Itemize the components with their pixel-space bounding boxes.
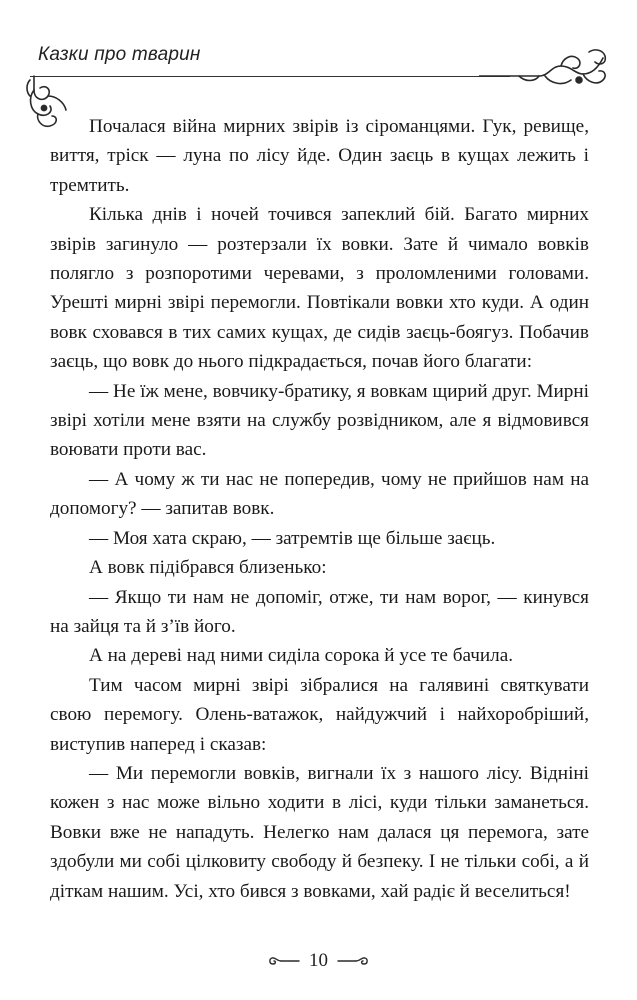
story-text [50, 112, 589, 906]
running-title: Казки про тварин [38, 44, 201, 65]
swirl-ornament-icon [267, 955, 301, 967]
page-header [0, 0, 637, 130]
paragraph: — Ми перемогли вовків, вигнали їх з нашого лісу. Відніні кожен з нас може вільно ходити в лісі, куди тільки заманеться. Вовки вже не нападуть. Нелегко нам далася ця перемога, зате здобули ми собі цілковиту свободу й безпеку. І не тільки собі, а й діткам нашим. Усі, хто бився з вовками, хай радіє й веселиться! [50, 762, 589, 902]
paragraph: — Не їж мене, вовчику-братику, я вовкам щирий друг. Мирні звірі хотіли мене взяти на службу розвідником, але я відмовився воювати проти вас. [50, 380, 589, 461]
folio [267, 950, 370, 972]
page-number: 10 [309, 950, 328, 971]
paragraph: — Якщо ти нам не допоміг, отже, ти нам ворог, — кинувся на зайця та й з’їв його. [50, 586, 589, 637]
header-rule [30, 76, 510, 77]
paragraph: — Моя хата скраю, — затремтів ще більше заєць. [89, 527, 496, 549]
paragraph: Почалася війна мирних звірів із сіроманцями. Гук, ревище, виття, тріск — луна по лісу йде. Один заєць в кущах лежить і тремтить. [50, 116, 589, 196]
scroll-ornament-icon [479, 44, 609, 94]
paragraph: Кілька днів і ночей точився запеклий бій. Багато мирних звірів загинуло — розтерзали їх вовки. Зате й чимало вовків полягло з розпоротими черевами, з проломленими головами. Урешті мирні звірі перемогли. Повтікали вовки хто куди. А один вовк сховався в тих самих кущах, де сидів заєць-боягуз. Побачив заєць, що вовк до нього підкрадається, почав його благати: [50, 204, 589, 373]
paragraph: А на дереві над ними сиділа сорока й усе те бачила. [89, 645, 514, 667]
paragraph: А вовк підібрався близенько: [89, 557, 327, 579]
paragraph: Тим часом мирні звірі зібралися на галявині святкувати свою перемогу. Олень-ватажок, найдужчий і найхоробріший, виступив наперед і сказав: [50, 674, 589, 755]
paragraph: — А чому ж ти нас не попередив, чому не прийшов нам на допомогу? — запитав вовк. [50, 468, 589, 520]
swirl-ornament-icon [336, 955, 370, 967]
page-footer [0, 950, 637, 990]
